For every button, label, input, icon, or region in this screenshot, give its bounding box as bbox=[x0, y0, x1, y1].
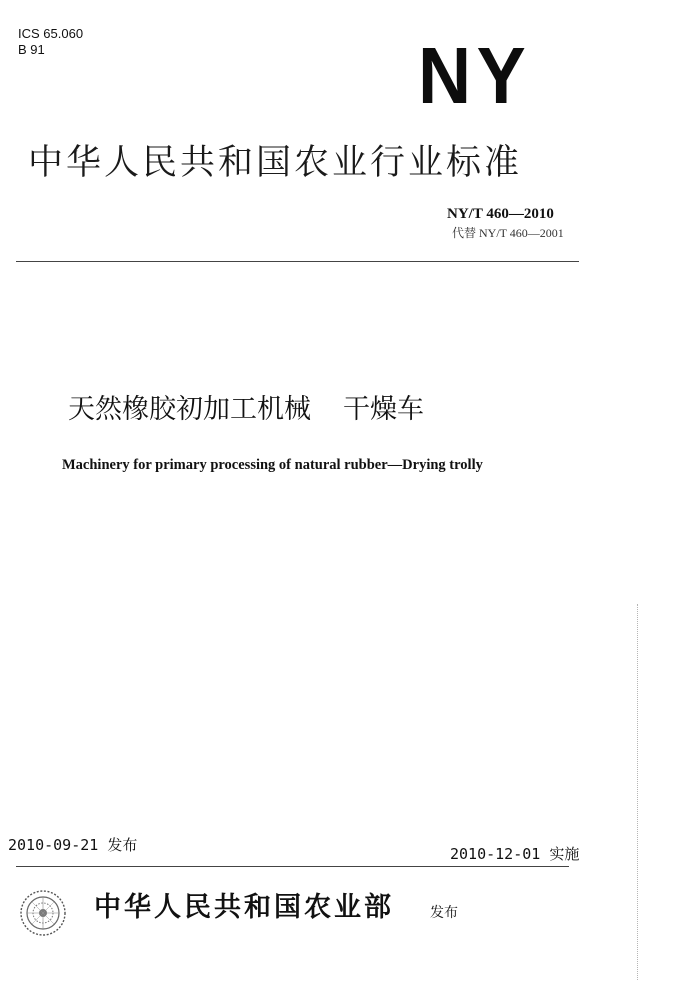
ccs-code: B 91 bbox=[18, 42, 45, 57]
replaces-standard: 代替 NY/T 460—2001 bbox=[452, 226, 564, 240]
title-chinese bbox=[68, 393, 424, 427]
classification-codes bbox=[18, 26, 83, 58]
issuer-name: 中华人民共和国农业部 bbox=[94, 892, 394, 923]
bottom-divider bbox=[16, 866, 569, 867]
title-chinese-main: 天然橡胶初加工机械 bbox=[68, 394, 311, 425]
ny-logo: NY bbox=[418, 31, 532, 120]
ministry-seal-icon bbox=[18, 888, 68, 938]
ics-code: ICS 65.060 bbox=[18, 26, 84, 41]
title-english: Machinery for primary processing of natural rubber—Drying trolly bbox=[62, 457, 483, 473]
top-divider bbox=[16, 261, 579, 262]
title-chinese-sub: 干燥车 bbox=[343, 394, 424, 425]
standard-type-heading: 中华人民共和国农业行业标准 bbox=[28, 143, 523, 183]
issue-date: 2010-09-21 发布 bbox=[8, 836, 138, 854]
scan-edge-line bbox=[637, 604, 638, 980]
standard-number: NY/T 460—2010 bbox=[447, 206, 554, 222]
implementation-date: 2010-12-01 实施 bbox=[450, 845, 580, 863]
issuer-suffix: 发布 bbox=[430, 905, 458, 921]
